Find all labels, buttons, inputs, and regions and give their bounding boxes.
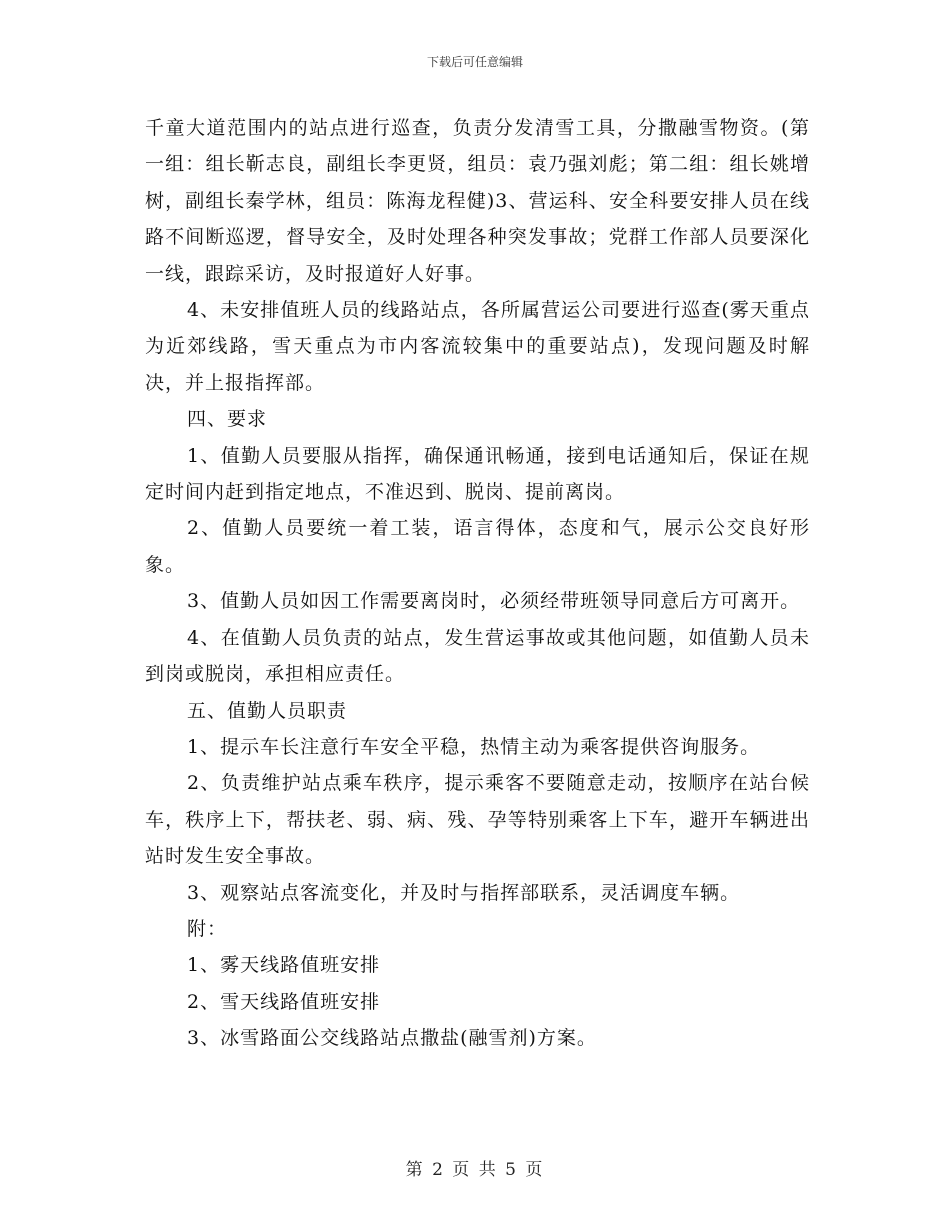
- section-heading-duties: 五、值勤人员职责: [187, 699, 348, 722]
- page-header: 下载后可任意编辑: [426, 55, 523, 69]
- appendix-heading: 附：: [187, 917, 228, 940]
- page-footer: 第 2 页 共 5 页: [405, 1160, 545, 1180]
- paragraph-1: 千童大道范围内的站点进行巡查，负责分发清雪工具，分撒融雪物资。(第一组：组长靳志良，副组长李更贤，组员：袁乃强刘彪；第二组：组长姚增树，副组长秦学林，组员：陈海龙程健)3、营运科、安全科要安排人员在线路不间断巡逻，督导安全，及时处理各种突发事故；党群工作部人员要深化一线，跟踪采访，及时报道好人好事。: [145, 117, 810, 285]
- appendix-item-2: 2、雪天线路值班安排: [187, 990, 381, 1013]
- paragraph-duty-1: 1、提示车长注意行车安全平稳，热情主动为乘客提供咨询服务。: [187, 735, 761, 758]
- paragraph-requirement-1: 1、值勤人员要服从指挥，确保通讯畅通，接到电话通知后，保证在规定时间内赶到指定地点，不准迟到、脱岗、提前离岗。: [145, 444, 810, 504]
- section-heading-requirements: 四、要求: [187, 408, 268, 431]
- paragraph-requirement-2: 2、值勤人员要统一着工装，语言得体，态度和气，展示公交良好形象。: [145, 517, 810, 576]
- paragraph-requirement-3: 3、值勤人员如因工作需要离岗时，必须经带班领导同意后方可离开。: [187, 590, 801, 613]
- paragraph-duty-3: 3、观察站点客流变化，并及时与指挥部联系，灵活调度车辆。: [187, 881, 741, 904]
- document-body: [145, 110, 810, 1057]
- appendix-item-3: 3、冰雪路面公交线路站点撒盐(融雪剂)方案。: [187, 1027, 597, 1050]
- paragraph-duty-2: 2、负责维护站点乘车秩序，提示乘客不要随意走动，按顺序在站台候车，秩序上下，帮扶老、弱、病、残、孕等特别乘客上下车，避开车辆进出站时发生安全事故。: [145, 772, 810, 868]
- appendix-item-1: 1、雾天线路值班安排: [187, 954, 381, 977]
- paragraph-2: 4、未安排值班人员的线路站点，各所属营运公司要进行巡查(雾天重点为近郊线路，雪天重点为市内客流较集中的重要站点)，发现问题及时解决，并上报指挥部。: [145, 299, 810, 394]
- paragraph-requirement-4: 4、在值勤人员负责的站点，发生营运事故或其他问题，如值勤人员未到岗或脱岗，承担相应责任。: [145, 626, 810, 686]
